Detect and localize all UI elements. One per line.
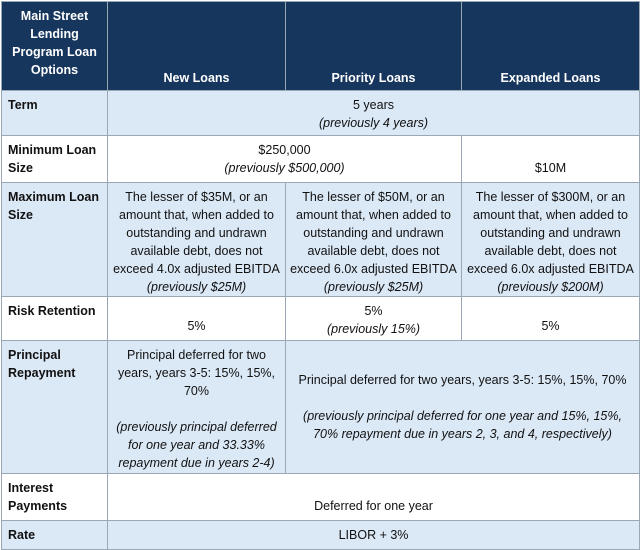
row-label-risk-retention: Risk Retention	[2, 297, 108, 341]
row-risk-retention	[2, 297, 640, 341]
header-new-loans: New Loans	[108, 2, 286, 91]
row-max-loan	[2, 183, 640, 297]
max-loan-expanded-text: The lesser of $300M, or an amount that, when added to outstanding and undrawn available debt, does not exceed 6.0x adjusted EBITDA	[467, 190, 634, 276]
principal-other-previous: (previously principal deferred for one year and 15%, 15%, 70% repayment due in years 2, 3, and 4, respectively)	[303, 409, 622, 441]
max-loan-new-text: The lesser of $35M, or an amount that, when added to outstanding and undrawn available debt, does not exceed 4.0x adjusted EBITDA	[113, 190, 280, 276]
row-label-term: Term	[2, 91, 108, 136]
min-loan-new-priority-cell	[108, 136, 462, 183]
row-label-rate: Rate	[2, 521, 108, 550]
max-loan-expanded-previous: (previously $200M)	[497, 280, 604, 294]
row-rate	[2, 521, 640, 550]
row-label-principal-repayment: Principal Repayment	[2, 341, 108, 474]
term-value: 5 years	[353, 98, 394, 112]
principal-new-text: Principal deferred for two years, years 3-5: 15%, 15%, 70%	[117, 348, 276, 398]
max-loan-priority-cell	[286, 183, 462, 297]
principal-new-cell	[108, 341, 286, 474]
principal-new-previous: (previously principal deferred for one year and 33.33% repayment due in years 2-4)	[116, 420, 277, 470]
risk-new-cell: 5%	[108, 297, 286, 341]
row-label-min-loan: Minimum Loan Size	[2, 136, 108, 183]
risk-priority-value: 5%	[364, 304, 383, 318]
min-loan-previous: (previously $500,000)	[224, 161, 345, 175]
min-loan-expanded-cell: $10M	[462, 136, 640, 183]
loan-options-table	[1, 1, 640, 550]
header-priority-loans: Priority Loans	[286, 2, 462, 91]
term-cell	[108, 91, 640, 136]
principal-other-text: Principal deferred for two years, years 3-5: 15%, 15%, 70%	[298, 373, 627, 387]
rate-value-cell: LIBOR + 3%	[108, 521, 640, 550]
header-row	[2, 2, 640, 91]
row-min-loan	[2, 136, 640, 183]
row-label-interest-payments: Interest Payments	[2, 474, 108, 521]
max-loan-priority-text: The lesser of $50M, or an amount that, when added to outstanding and undrawn available debt, does not exceed 6.0x adjusted EBITDA	[290, 190, 457, 276]
min-loan-value: $250,000	[258, 143, 311, 157]
risk-expanded-cell: 5%	[462, 297, 640, 341]
row-term	[2, 91, 640, 136]
header-expanded-loans: Expanded Loans	[462, 2, 640, 91]
principal-priority-expanded-cell	[286, 341, 640, 474]
max-loan-new-cell	[108, 183, 286, 297]
max-loan-new-previous: (previously $25M)	[146, 280, 247, 294]
risk-priority-cell	[286, 297, 462, 341]
interest-value-cell: Deferred for one year	[108, 474, 640, 521]
row-principal-repayment	[2, 341, 640, 474]
row-label-max-loan: Maximum Loan Size	[2, 183, 108, 297]
max-loan-expanded-cell	[462, 183, 640, 297]
row-interest-payments	[2, 474, 640, 521]
term-previous: (previously 4 years)	[318, 116, 429, 130]
risk-priority-previous: (previously 15%)	[326, 322, 421, 336]
table-title-cell: Main Street Lending Program Loan Options	[2, 2, 108, 91]
max-loan-priority-previous: (previously $25M)	[323, 280, 424, 294]
